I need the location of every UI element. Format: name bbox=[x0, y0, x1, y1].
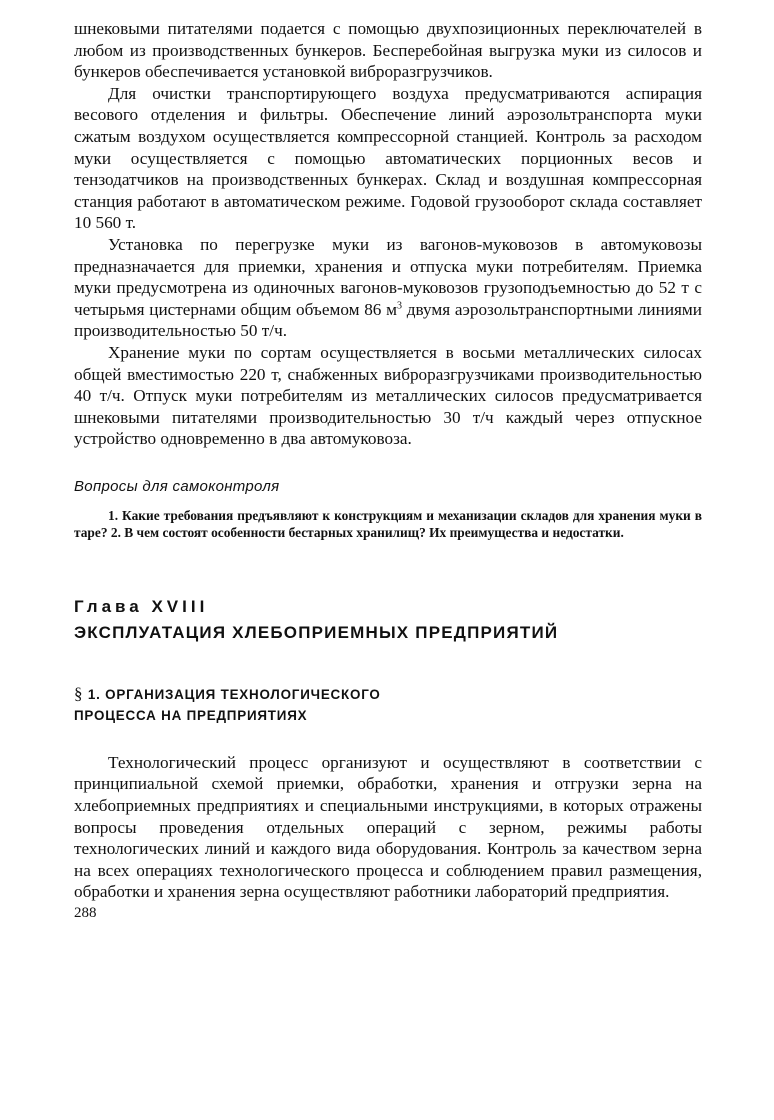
paragraph-transfer-unit bbox=[74, 234, 702, 342]
document-page bbox=[74, 18, 702, 922]
page-number: 288 bbox=[74, 905, 97, 922]
paragraph-feeders: шнековыми питателями подается с помощью двухпозиционных переключателей в любом из производственных бункеров. Бесперебойная выгрузка муки из силосов и бункеров обеспечивается установкой виброразгрузчиков. bbox=[74, 19, 702, 82]
chapter-title: ЭКСПЛУАТАЦИЯ ХЛЕБОПРИЕМНЫХ ПРЕДПРИЯТИЙ bbox=[74, 622, 559, 642]
paragraph-transfer-unit-text: Установка по перегрузке муки из вагонов-муковозов в автомуковозы предназначается для приемки, хранения и отпуска муки потребителям. Приемка муки предусмотрена из одиночных вагонов-муковозов грузоподъемностью до 52 т с четырьмя цистернами общим объемом 86 м bbox=[74, 234, 702, 319]
questions-heading: Вопросы для самоконтроля bbox=[74, 477, 280, 495]
section-title-line1: 1. ОРГАНИЗАЦИЯ ТЕХНОЛОГИЧЕСКОГО bbox=[87, 686, 381, 702]
paragraph-technological-process: Технологический процесс организуют и осуществляют в соответствии с принципиальной схемой приемки, обработки, хранения и отгрузки зерна на хлебоприемных предприятиях и специальными инструкциями, в которых отражены вопросы проведения отдельных операций с зерном, режимы работы технологических линий и каждого вида оборудования. Контроль за качеством зерна на всех операциях технологического процесса и соблюдением правил размещения, обработки и хранения зерна осуществляют работники лабораторий предприятия. bbox=[74, 752, 702, 902]
chapter-label: Глава XVIII bbox=[74, 596, 209, 616]
section-title-line2: ПРОЦЕССА НА ПРЕДПРИЯТИЯХ bbox=[74, 707, 308, 723]
superscript-cubic: 3 bbox=[396, 299, 402, 311]
questions-text: 1. Какие требования предъявляют к конструкциям и механизации складов для хранения муки в таре? 2. В чем состоят особенности бестарных хранилищ? Их преимущества и недостатки. bbox=[74, 507, 702, 540]
section-symbol: § bbox=[74, 683, 84, 703]
paragraph-transfer-unit-text-end: двумя аэрозольтранспортными линиями производительностью 50 т/ч. bbox=[74, 299, 702, 341]
paragraph-air-cleaning: Для очистки транспортирующего воздуха предусматриваются аспирация весового отделения и фильтры. Обеспечение линий аэрозольтранспорта муки сжатым воздухом осуществляется компрессорной станцией. Контроль за расходом муки осуществляется с помощью автоматических порционных весов и тензодатчиков на производственных бункерах. Склад и воздушная компрессорная станция работают в автоматическом режиме. Годовой грузооборот склада составляет 10 560 т. bbox=[74, 83, 702, 233]
paragraph-flour-storage: Хранение муки по сортам осуществляется в восьми металлических силосах общей вместимостью 220 т, снабженных виброразгрузчиками производительностью 40 т/ч. Отпуск муки потребителям из металлических силосов предусматривается шнековыми питателями производительностью 30 т/ч каждый через отпускное устройство одновременно в два автомуковоза. bbox=[74, 342, 702, 449]
section-title bbox=[74, 683, 702, 726]
